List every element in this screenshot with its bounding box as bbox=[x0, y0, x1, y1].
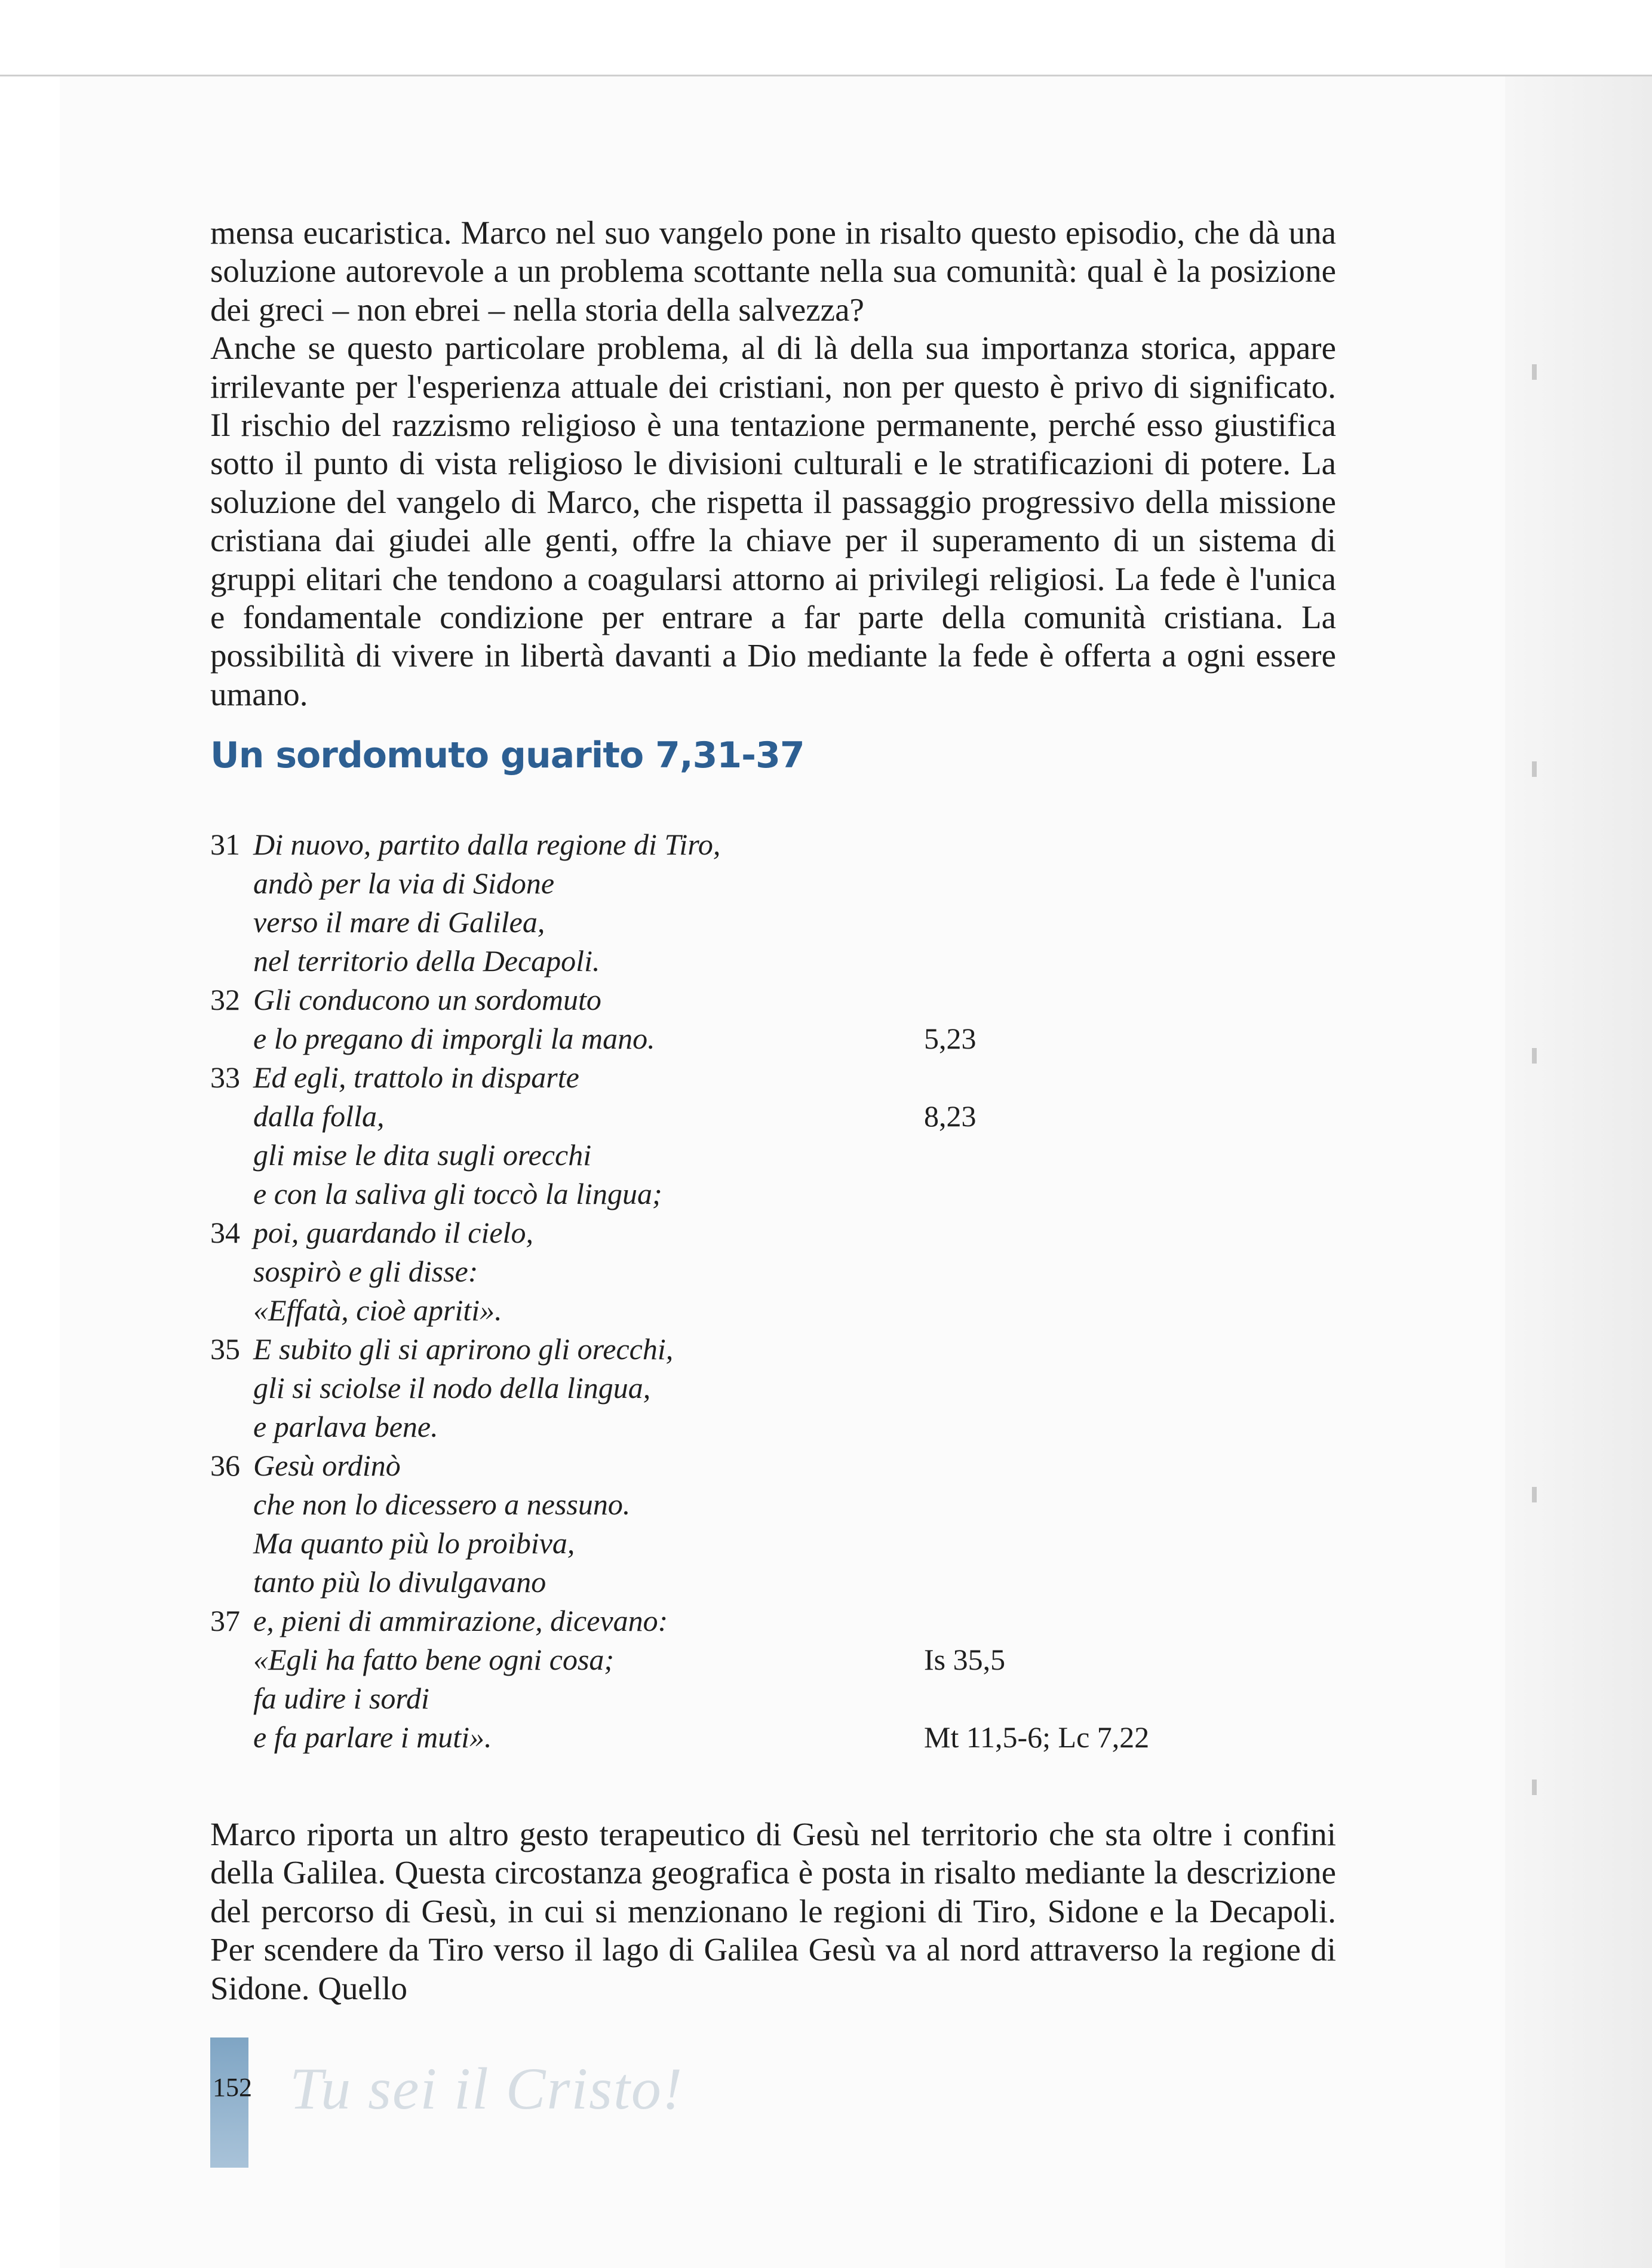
verse-line bbox=[210, 1291, 1249, 1330]
cross-reference: 8,23 bbox=[924, 1099, 977, 1133]
verse-text: e fa parlare i muti». bbox=[253, 1720, 492, 1754]
verse-text: Di nuovo, partito dalla regione di Tiro, bbox=[253, 828, 721, 861]
verse-line bbox=[210, 903, 1249, 942]
commentary-paragraph bbox=[210, 1815, 1336, 2008]
verse-line bbox=[210, 1213, 1249, 1252]
running-title: Tu sei il Cristo! bbox=[290, 2055, 684, 2122]
verse-text: «Egli ha fatto bene ogni cosa; bbox=[253, 1643, 615, 1676]
verse-line bbox=[210, 864, 1249, 903]
verse-line bbox=[210, 1019, 1249, 1058]
paragraph-text: Anche se questo particolare problema, al di là della sua importanza storica, appare irrilevante per l'esperienza attuale dei cristiani, non per questo è privo di significato. Il rischio del razzismo religioso è una tentazione permanente, perché esso giustifica sotto il punto di vista religioso le divisioni culturali e le stratificazioni di potere. La soluzione del vangelo di Marco, che rispetta il passaggio progressivo della missione cristiana dai giudei alle genti, offre la chiave per il superamento di un sistema di gruppi elitari che tendono a coagularsi attorno ai privilegi religiosi. La fede è l'unica e fondamentale condizione per entrare a far parte della comunità cristiana. La possibilità di vivere in libertà davanti a Dio mediante la fede è offerta a ogni essere umano. bbox=[210, 330, 1336, 712]
verse-line bbox=[210, 1718, 1249, 1757]
cross-reference: Mt 11,5-6; Lc 7,22 bbox=[924, 1720, 1150, 1754]
verse-text: sospirò e gli disse: bbox=[253, 1255, 478, 1288]
paragraph-text: mensa eucaristica. Marco nel suo vangelo pone in risalto questo episodio, che dà una soluzione autorevole a un problema scottante nella sua comunità: qual è la posizione dei greci – non ebrei – nella storia della salvezza? bbox=[210, 214, 1336, 328]
verse-text: «Effatà, cioè apriti». bbox=[253, 1293, 502, 1327]
verse-line bbox=[210, 1252, 1249, 1291]
cross-reference: Is 35,5 bbox=[924, 1643, 1006, 1676]
cross-reference: 5,23 bbox=[924, 1022, 977, 1055]
verse-text: andò per la via di Sidone bbox=[253, 866, 555, 900]
intro-paragraph bbox=[210, 214, 1336, 714]
verse-line bbox=[210, 1175, 1249, 1213]
verse-line bbox=[210, 1330, 1249, 1369]
verse-number: 32 bbox=[210, 983, 240, 1016]
verse-text: dalla folla, bbox=[253, 1099, 385, 1133]
verse-line bbox=[210, 1640, 1249, 1679]
verse-text: poi, guardando il cielo, bbox=[253, 1216, 533, 1249]
verse-line bbox=[210, 825, 1249, 864]
verse-text: gli mise le dita sugli orecchi bbox=[253, 1138, 592, 1172]
section-heading: Un sordomuto guarito 7,31-37 bbox=[210, 735, 804, 776]
verse-text: e lo pregano di imporgli la mano. bbox=[253, 1022, 655, 1055]
verse-number: 37 bbox=[210, 1604, 240, 1637]
margin-mark bbox=[1532, 1487, 1537, 1502]
verse-line bbox=[210, 1369, 1249, 1407]
margin-mark bbox=[1532, 364, 1537, 380]
verse-line bbox=[210, 1058, 1249, 1097]
page-number-tab bbox=[210, 2037, 248, 2168]
verse-number: 36 bbox=[210, 1449, 240, 1482]
verse-text: e con la saliva gli toccò la lingua; bbox=[253, 1177, 662, 1210]
verse-line bbox=[210, 1446, 1249, 1485]
verse-text: fa udire i sordi bbox=[253, 1682, 429, 1715]
verse-text: E subito gli si aprirono gli orecchi, bbox=[253, 1332, 674, 1366]
verse-line bbox=[210, 1097, 1249, 1136]
verse-line bbox=[210, 1407, 1249, 1446]
verse-line bbox=[210, 981, 1249, 1019]
verse-number: 35 bbox=[210, 1332, 240, 1366]
verse-line bbox=[210, 1485, 1249, 1524]
verse-text: e parlava bene. bbox=[253, 1410, 438, 1443]
verse-line bbox=[210, 1136, 1249, 1175]
verse-text: gli si sciolse il nodo della lingua, bbox=[253, 1371, 651, 1405]
margin-mark bbox=[1532, 761, 1537, 777]
margin-mark bbox=[1532, 1780, 1537, 1795]
verse-line bbox=[210, 942, 1249, 981]
verse-text: tanto più lo divulgavano bbox=[253, 1565, 546, 1599]
verse-line bbox=[210, 1679, 1249, 1718]
scan-edge bbox=[0, 0, 1652, 76]
verse-line bbox=[210, 1524, 1249, 1563]
verse-line bbox=[210, 1602, 1249, 1640]
verse-text: verso il mare di Galilea, bbox=[253, 905, 545, 939]
verse-text: che non lo dicessero a nessuno. bbox=[253, 1488, 631, 1521]
verse-text: Ed egli, trattolo in disparte bbox=[253, 1061, 579, 1094]
verse-text: Ma quanto più lo proibiva, bbox=[253, 1526, 575, 1560]
verse-number: 34 bbox=[210, 1216, 240, 1249]
verse-text: e, pieni di ammirazione, dicevano: bbox=[253, 1604, 668, 1637]
verse-text: Gli conducono un sordomuto bbox=[253, 983, 601, 1016]
scripture-passage bbox=[210, 825, 1249, 1757]
page-number: 152 bbox=[213, 2073, 252, 2102]
verse-number: 33 bbox=[210, 1061, 240, 1094]
verse-text: Gesù ordinò bbox=[253, 1449, 401, 1482]
paragraph-text: Marco riporta un altro gesto terapeutico di Gesù nel territorio che sta oltre i confini della Galilea. Questa circostanza geografica è posta in risalto mediante la descrizione del percorso di Gesù, in cui si menzionano le regioni di Tiro, Sidone e la Decapoli. Per scendere da Tiro verso il lago di Galilea Gesù va al nord attraverso la regione di Sidone. Quello bbox=[210, 1816, 1336, 2006]
page-fold-shadow bbox=[1505, 76, 1652, 2268]
margin-mark bbox=[1532, 1048, 1537, 1064]
verse-number: 31 bbox=[210, 828, 240, 861]
verse-line bbox=[210, 1563, 1249, 1602]
verse-text: nel territorio della Decapoli. bbox=[253, 944, 600, 978]
